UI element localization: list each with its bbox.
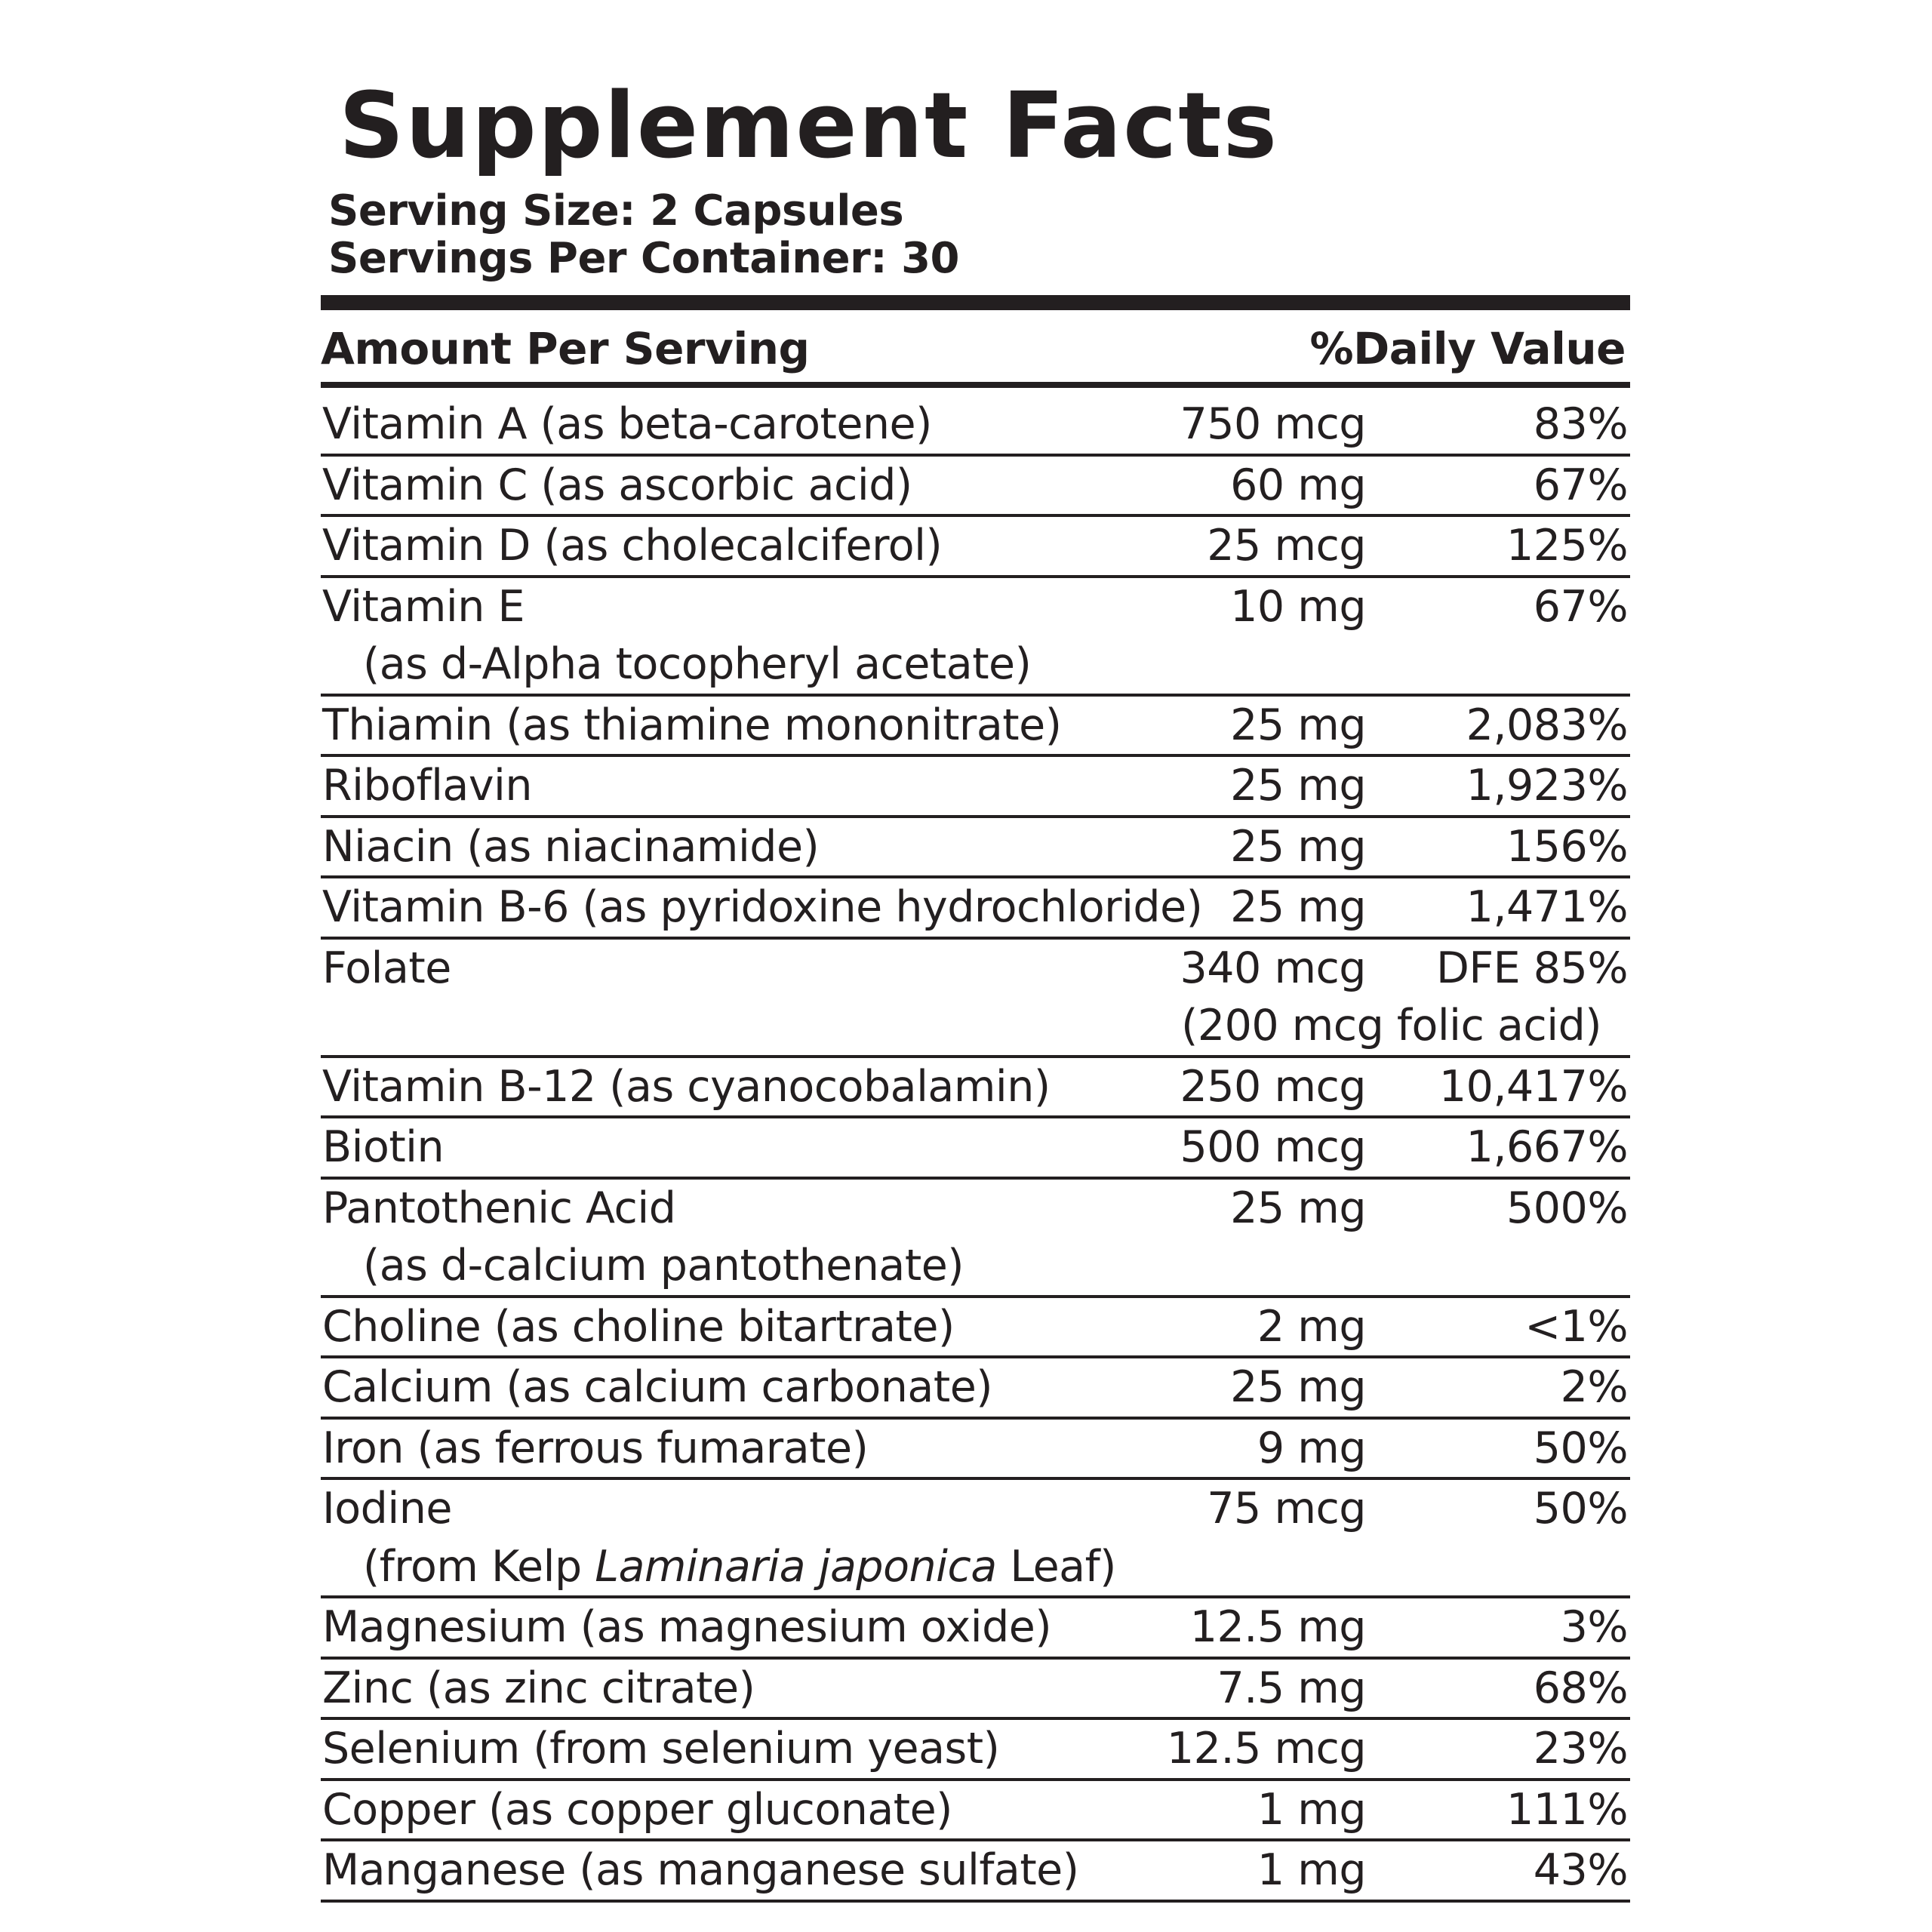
nutrient-name: Vitamin B-6 (as pyridoxine hydrochloride): [322, 882, 1203, 932]
nutrient-name: Pantothenic Acid: [322, 1183, 676, 1233]
nutrient-name: Magnesium (as magnesium oxide): [322, 1602, 1052, 1652]
nutrient-name: Zinc (as zinc citrate): [322, 1663, 755, 1713]
nutrient-daily-value: 2,083%: [1466, 700, 1628, 750]
nutrient-daily-value: 500%: [1506, 1183, 1628, 1233]
nutrient-table: [321, 395, 1630, 1903]
table-row: [321, 578, 1630, 697]
table-row: [321, 1660, 1630, 1721]
nutrient-daily-value: 111%: [1506, 1784, 1628, 1835]
nutrient-amount: 25 mg: [1230, 761, 1366, 811]
nutrient-amount: 1 mg: [1257, 1784, 1366, 1835]
nutrient-amount: 1 mg: [1257, 1845, 1366, 1895]
nutrient-daily-value: 50%: [1533, 1423, 1628, 1473]
nutrient-name: Iron (as ferrous fumarate): [322, 1423, 869, 1473]
nutrient-daily-value: 3%: [1560, 1602, 1628, 1652]
nutrient-amount: 25 mcg: [1207, 521, 1366, 571]
nutrient-name: Biotin: [322, 1122, 445, 1172]
nutrient-amount-note: (200 mcg folic acid): [1181, 1001, 1601, 1051]
nutrient-daily-value: DFE 85%: [1435, 943, 1628, 993]
nutrient-name: Calcium (as calcium carbonate): [322, 1362, 993, 1412]
header-divider: [321, 382, 1630, 388]
nutrient-name: Niacin (as niacinamide): [322, 821, 820, 872]
table-row: [321, 1420, 1630, 1481]
nutrient-daily-value: 50%: [1533, 1484, 1628, 1534]
table-row: [321, 395, 1630, 457]
nutrient-daily-value: 67%: [1533, 460, 1628, 510]
table-row: [321, 940, 1630, 1058]
servings-per-container: Servings Per Container: 30: [328, 234, 960, 283]
nutrient-amount: 25 mg: [1230, 700, 1366, 750]
nutrient-amount: 25 mg: [1230, 821, 1366, 872]
page-title: Supplement Facts: [339, 74, 1279, 179]
nutrient-amount: 60 mg: [1230, 460, 1366, 510]
nutrient-source: [321, 1538, 1630, 1596]
amount-per-serving-heading: Amount Per Serving: [321, 323, 810, 374]
nutrient-amount: 750 mcg: [1180, 399, 1366, 449]
nutrient-name: Riboflavin: [322, 761, 533, 811]
table-row: [321, 1118, 1630, 1180]
nutrient-name: Selenium (from selenium yeast): [322, 1724, 1000, 1774]
nutrient-amount: 9 mg: [1257, 1423, 1366, 1473]
nutrient-name: Manganese (as manganese sulfate): [322, 1845, 1079, 1895]
nutrient-name: Choline (as choline bitartrate): [322, 1301, 955, 1352]
table-row: [321, 878, 1630, 940]
nutrient-name: Copper (as copper gluconate): [322, 1784, 952, 1835]
nutrient-amount: 10 mg: [1230, 581, 1366, 632]
nutrient-daily-value: 1,667%: [1466, 1122, 1628, 1172]
nutrient-name: Vitamin D (as cholecalciferol): [322, 521, 943, 571]
nutrient-daily-value: 23%: [1533, 1724, 1628, 1774]
table-row: [321, 757, 1630, 818]
table-row: [321, 1358, 1630, 1420]
table-row: [321, 1841, 1630, 1903]
nutrient-amount: 12.5 mcg: [1166, 1724, 1366, 1774]
nutrient-amount: 340 mcg: [1180, 943, 1366, 993]
source-prefix: (from Kelp: [363, 1541, 595, 1592]
daily-value-heading: %Daily Value: [1309, 323, 1626, 374]
table-row: [321, 1058, 1630, 1119]
table-header: [321, 320, 1630, 377]
serving-size: Serving Size: 2 Capsules: [328, 186, 904, 235]
nutrient-daily-value: 43%: [1533, 1845, 1628, 1895]
nutrient-amount: 25 mg: [1230, 1362, 1366, 1412]
nutrient-amount: 25 mg: [1230, 882, 1366, 932]
nutrient-daily-value: 67%: [1533, 581, 1628, 632]
nutrient-daily-value: 2%: [1560, 1362, 1628, 1412]
nutrient-amount: 250 mcg: [1180, 1061, 1366, 1112]
table-row: [321, 818, 1630, 879]
table-row: [321, 1480, 1630, 1598]
table-row: [321, 697, 1630, 758]
nutrient-amount: 2 mg: [1257, 1301, 1366, 1352]
source-suffix: Leaf): [996, 1541, 1116, 1592]
nutrient-name: Vitamin B-12 (as cyanocobalamin): [322, 1061, 1051, 1112]
nutrient-daily-value: 1,923%: [1466, 761, 1628, 811]
nutrient-daily-value: 68%: [1533, 1663, 1628, 1713]
nutrient-name: Folate: [322, 943, 451, 993]
nutrient-daily-value: 156%: [1506, 821, 1628, 872]
nutrient-name: Thiamin (as thiamine mononitrate): [322, 700, 1062, 750]
nutrient-source: (as d-calcium pantothenate): [363, 1241, 964, 1291]
table-row: [321, 1598, 1630, 1660]
table-row: [321, 457, 1630, 518]
table-row: [321, 517, 1630, 578]
thick-divider: [321, 295, 1630, 310]
table-row: [321, 1298, 1630, 1359]
nutrient-name: Vitamin C (as ascorbic acid): [322, 460, 912, 510]
nutrient-amount: 7.5 mg: [1217, 1663, 1366, 1713]
nutrient-daily-value: 83%: [1533, 399, 1628, 449]
nutrient-name: Iodine: [322, 1484, 452, 1534]
nutrient-daily-value: <1%: [1524, 1301, 1628, 1352]
table-row: [321, 1720, 1630, 1781]
nutrient-daily-value: 10,417%: [1438, 1061, 1628, 1112]
source-species: Laminaria japonica: [595, 1541, 997, 1592]
nutrient-amount: 12.5 mg: [1189, 1602, 1366, 1652]
nutrient-amount: 25 mg: [1230, 1183, 1366, 1233]
nutrient-source: (as d-Alpha tocopheryl acetate): [363, 639, 1032, 689]
nutrient-name: Vitamin E: [322, 581, 525, 632]
nutrient-amount: 500 mcg: [1180, 1122, 1366, 1172]
nutrient-name: Vitamin A (as beta-carotene): [322, 399, 932, 449]
table-row: [321, 1180, 1630, 1298]
nutrient-daily-value: 1,471%: [1466, 882, 1628, 932]
nutrient-amount: 75 mcg: [1207, 1484, 1366, 1534]
table-row: [321, 1781, 1630, 1842]
nutrient-daily-value: 125%: [1506, 521, 1628, 571]
